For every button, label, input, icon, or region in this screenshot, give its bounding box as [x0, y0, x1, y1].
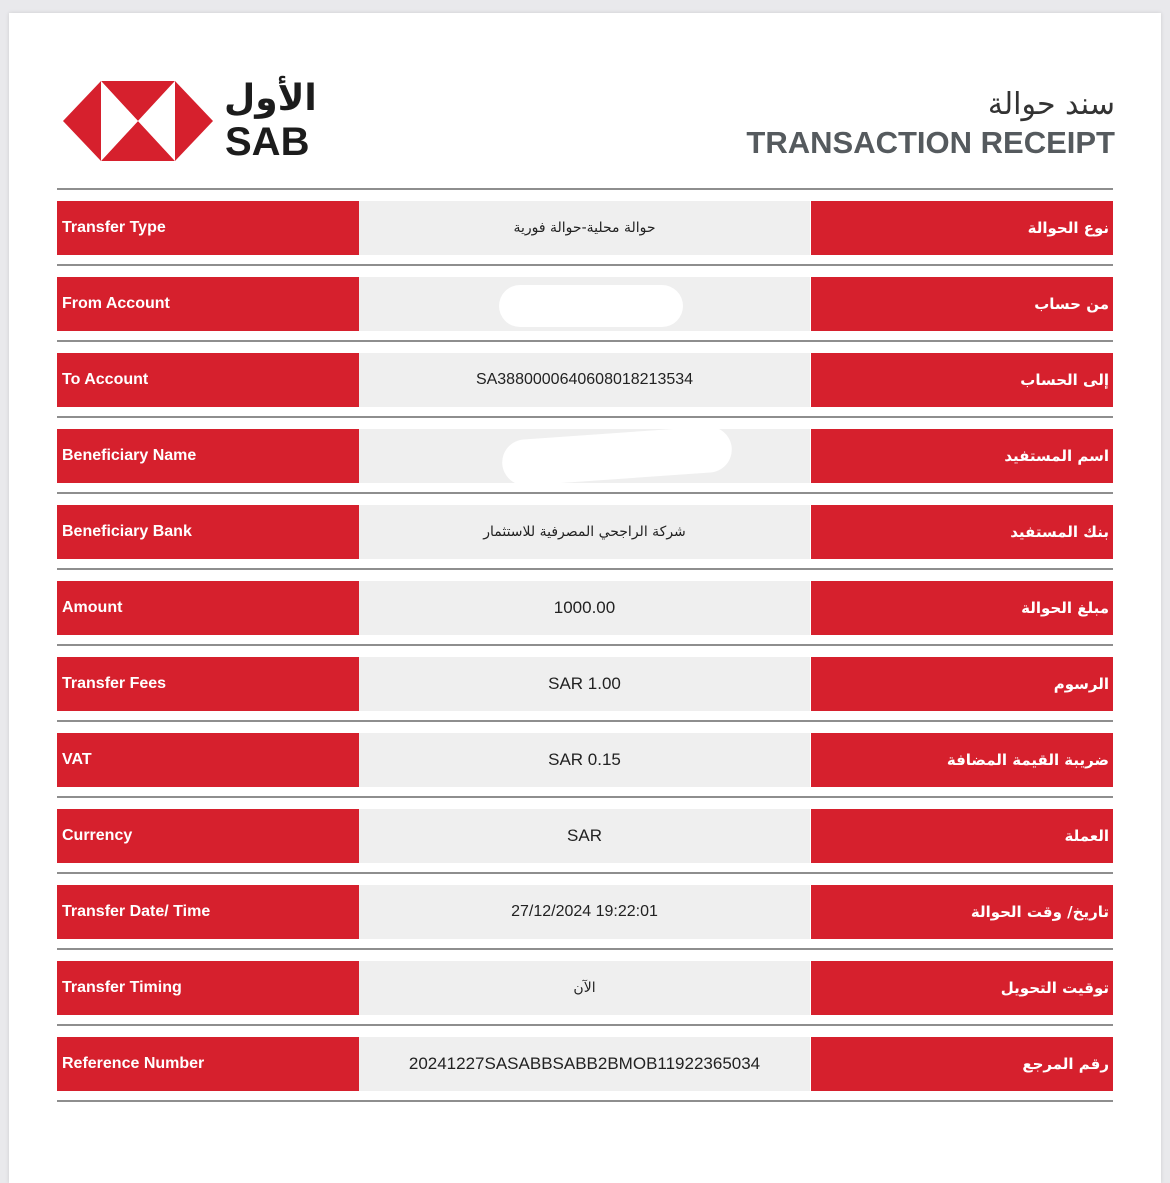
label-english: To Account	[57, 353, 359, 407]
divider	[57, 188, 1113, 190]
sab-hexagon-logo-icon	[63, 81, 213, 161]
row-vat	[57, 733, 1113, 787]
label-english: Transfer Date/ Time	[57, 885, 359, 939]
logo-arabic-wordmark: الأول	[224, 78, 317, 119]
value: حوالة محلية-حوالة فورية	[359, 201, 810, 255]
value: الآن	[359, 961, 810, 1015]
divider	[57, 340, 1113, 342]
divider	[57, 872, 1113, 874]
label-arabic: نوع الحوالة	[811, 201, 1113, 255]
receipt-page	[9, 13, 1161, 1183]
row-from-account	[57, 277, 1113, 331]
receipt-table	[57, 188, 1113, 1102]
row-beneficiary-name	[57, 429, 1113, 483]
row-transfer-fees	[57, 657, 1113, 711]
label-english: Amount	[57, 581, 359, 635]
divider	[57, 720, 1113, 722]
row-amount	[57, 581, 1113, 635]
label-english: Transfer Fees	[57, 657, 359, 711]
label-english: From Account	[57, 277, 359, 331]
value: شركة الراجحي المصرفية للاستثمار	[359, 505, 810, 559]
value: 1000.00	[359, 581, 810, 635]
value: 20241227SASABBSABB2BMOB11922365034	[359, 1037, 810, 1091]
divider	[57, 416, 1113, 418]
label-arabic: تاريخ/ وقت الحوالة	[811, 885, 1113, 939]
divider	[57, 568, 1113, 570]
value: 27/12/2024 19:22:01	[359, 885, 810, 939]
divider	[57, 644, 1113, 646]
value: SA3880000640608018213534	[359, 353, 810, 407]
divider	[57, 1024, 1113, 1026]
row-currency	[57, 809, 1113, 863]
label-arabic: إلى الحساب	[811, 353, 1113, 407]
label-english: Transfer Type	[57, 201, 359, 255]
value: SAR 1.00	[359, 657, 810, 711]
label-english: Currency	[57, 809, 359, 863]
value-redacted	[359, 277, 810, 331]
value: SAR	[359, 809, 810, 863]
label-english: Beneficiary Name	[57, 429, 359, 483]
label-english: VAT	[57, 733, 359, 787]
label-arabic: رقم المرجع	[811, 1037, 1113, 1091]
row-transfer-type	[57, 201, 1113, 255]
row-beneficiary-bank	[57, 505, 1113, 559]
row-reference-number	[57, 1037, 1113, 1091]
label-arabic: اسم المستفيد	[811, 429, 1113, 483]
label-english: Reference Number	[57, 1037, 359, 1091]
logo-english-wordmark: SAB	[225, 120, 310, 164]
label-arabic: مبلغ الحوالة	[811, 581, 1113, 635]
redaction-mark	[499, 285, 683, 327]
label-arabic: من حساب	[811, 277, 1113, 331]
divider	[57, 1100, 1113, 1102]
receipt-title-arabic: سند حوالة	[987, 87, 1115, 122]
redaction-mark	[501, 429, 734, 483]
divider	[57, 796, 1113, 798]
label-arabic: العملة	[811, 809, 1113, 863]
receipt-title-english: TRANSACTION RECEIPT	[746, 125, 1115, 160]
label-arabic: توقيت التحويل	[811, 961, 1113, 1015]
label-english: Beneficiary Bank	[57, 505, 359, 559]
row-transfer-date-time	[57, 885, 1113, 939]
row-to-account	[57, 353, 1113, 407]
label-arabic: الرسوم	[811, 657, 1113, 711]
value-redacted	[359, 429, 810, 483]
value: SAR 0.15	[359, 733, 810, 787]
divider	[57, 492, 1113, 494]
label-english: Transfer Timing	[57, 961, 359, 1015]
label-arabic: بنك المستفيد	[811, 505, 1113, 559]
label-arabic: ضريبة القيمة المضافة	[811, 733, 1113, 787]
divider	[57, 948, 1113, 950]
row-transfer-timing	[57, 961, 1113, 1015]
divider	[57, 264, 1113, 266]
